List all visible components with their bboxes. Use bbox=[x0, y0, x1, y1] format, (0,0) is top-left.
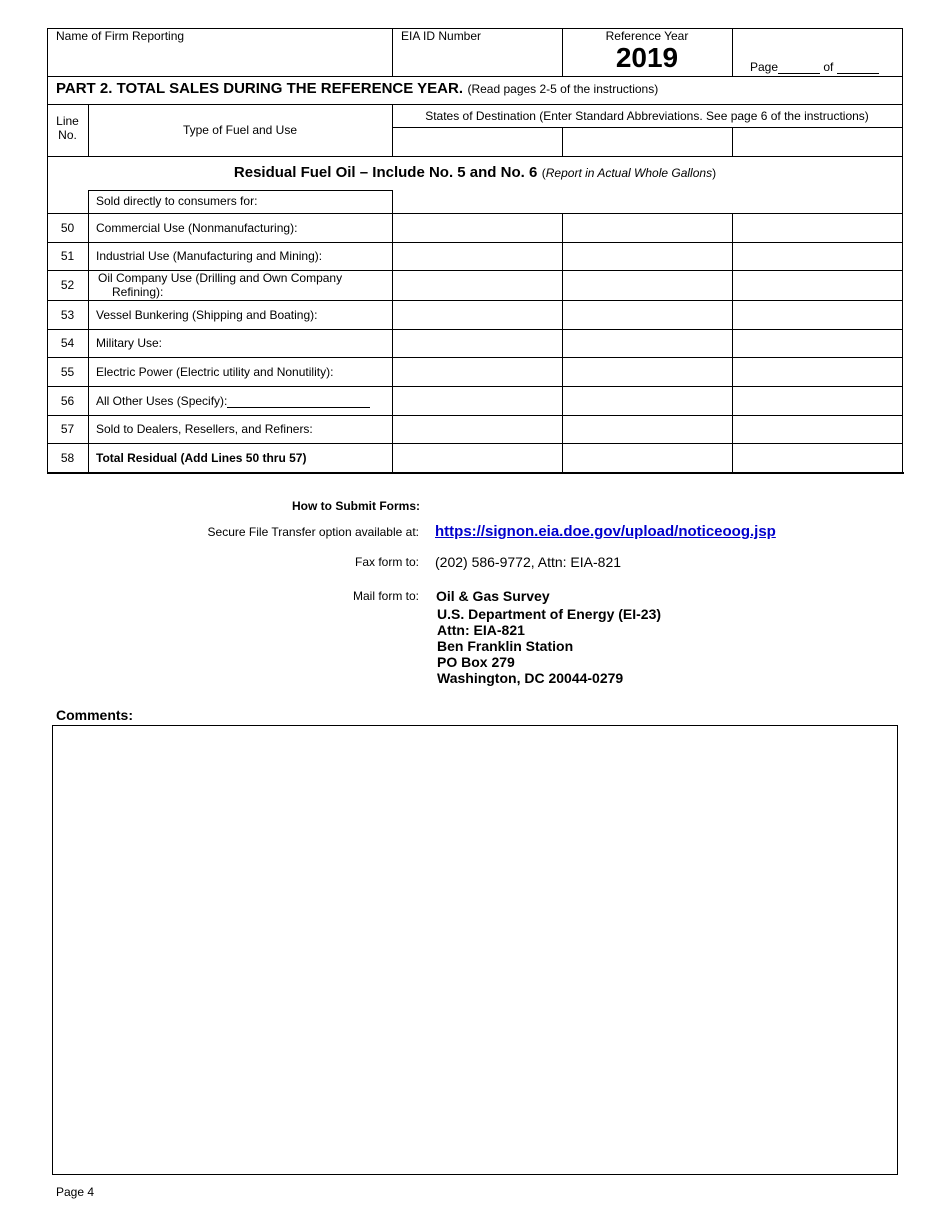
part2-title: PART 2. TOTAL SALES DURING THE REFERENCE YEAR. bbox=[56, 80, 463, 97]
state-1-input[interactable] bbox=[396, 360, 558, 383]
sft-label: Secure File Transfer option available at: bbox=[207, 525, 419, 539]
mail-line: U.S. Department of Energy (EI-23) bbox=[437, 606, 662, 622]
fax-value: (202) 586-9772, Attn: EIA-821 bbox=[435, 554, 622, 570]
line-number: 51 bbox=[60, 249, 75, 263]
mail-label: Mail form to: bbox=[352, 589, 419, 603]
mail-address bbox=[436, 588, 661, 686]
state-3-input[interactable] bbox=[736, 273, 898, 297]
part2-note: (Read pages 2-5 of the instructions) bbox=[467, 82, 659, 96]
specify-field[interactable] bbox=[227, 393, 370, 408]
line-number: 50 bbox=[60, 220, 75, 235]
row-label: Industrial Use (Manufacturing and Mining): bbox=[96, 249, 323, 263]
section-title: Residual Fuel Oil – Include No. 5 and No. 6 bbox=[233, 164, 538, 181]
state-1-input[interactable] bbox=[396, 332, 558, 354]
states-header: States of Destination (Enter Standard Abbreviations. See page 6 of the instructions) bbox=[425, 109, 869, 123]
firm-name-field[interactable] bbox=[52, 46, 388, 72]
state-2-input[interactable] bbox=[566, 332, 728, 354]
row-label: Vessel Bunkering (Shipping and Boating): bbox=[96, 307, 318, 322]
section-note-close: ) bbox=[712, 166, 717, 180]
mail-line: PO Box 279 bbox=[437, 654, 515, 670]
row-label-line1: Oil Company Use (Drilling and Own Company bbox=[98, 271, 343, 285]
mail-line: Ben Franklin Station bbox=[437, 638, 574, 654]
type-of-fuel-header: Type of Fuel and Use bbox=[182, 123, 298, 137]
comments-box[interactable] bbox=[52, 725, 898, 1175]
comments-label: Comments: bbox=[56, 707, 134, 723]
page-number-footer: Page 4 bbox=[56, 1185, 95, 1199]
row-label bbox=[96, 386, 388, 415]
sft-link[interactable]: https://signon.eia.doe.gov/upload/noticeoog.jsp bbox=[435, 523, 776, 540]
state-2-input[interactable] bbox=[566, 360, 728, 383]
state-3-input[interactable] bbox=[736, 389, 898, 412]
state-1-input[interactable] bbox=[396, 273, 558, 297]
state-3-input[interactable] bbox=[736, 418, 898, 440]
total-pages-field[interactable] bbox=[837, 73, 879, 74]
line-no-header-2: No. bbox=[58, 128, 77, 142]
mail-line: Washington, DC 20044-0279 bbox=[437, 670, 624, 686]
state-2-input[interactable] bbox=[566, 303, 728, 326]
reference-year-label: Reference Year bbox=[605, 29, 689, 43]
section-title-row bbox=[47, 164, 903, 182]
state-1-input[interactable] bbox=[396, 446, 558, 469]
line-no-header-1: Line bbox=[56, 114, 79, 128]
firm-name-label: Name of Firm Reporting bbox=[56, 29, 185, 43]
line-number: 58 bbox=[60, 450, 75, 465]
row-label-text: All Other Uses (Specify): bbox=[96, 393, 228, 408]
state-3-input[interactable] bbox=[736, 245, 898, 267]
state-2-input[interactable] bbox=[566, 245, 728, 267]
row-label: Sold to Dealers, Resellers, and Refiners: bbox=[96, 422, 313, 436]
section-note: Report in Actual Whole Gallons bbox=[545, 166, 713, 180]
row-label: Commercial Use (Nonmanufacturing): bbox=[96, 220, 298, 235]
submit-heading: How to Submit Forms: bbox=[292, 499, 420, 513]
row-label: Military Use: bbox=[96, 336, 163, 350]
state-3-input[interactable] bbox=[736, 216, 898, 239]
state-1-input[interactable] bbox=[396, 216, 558, 239]
row-label-line2: Refining): bbox=[112, 285, 164, 299]
state-1-input[interactable] bbox=[396, 245, 558, 267]
state-abbrev-input-1[interactable] bbox=[396, 131, 558, 152]
state-1-input[interactable] bbox=[396, 389, 558, 412]
line-number: 55 bbox=[60, 364, 75, 379]
line-no-header bbox=[47, 114, 88, 142]
state-1-input[interactable] bbox=[396, 303, 558, 326]
state-abbrev-input-3[interactable] bbox=[736, 131, 898, 152]
line-number: 52 bbox=[60, 278, 75, 292]
sold-directly-subheader: Sold directly to consumers for: bbox=[96, 194, 258, 208]
line-number: 56 bbox=[60, 393, 75, 408]
line-number: 54 bbox=[60, 336, 75, 350]
line-number: 57 bbox=[60, 422, 75, 436]
state-3-input[interactable] bbox=[736, 303, 898, 326]
page-of-indicator bbox=[750, 60, 879, 74]
of-label: of bbox=[823, 60, 834, 74]
row-label: Electric Power (Electric utility and Nonutility): bbox=[96, 364, 334, 379]
state-2-input[interactable] bbox=[566, 216, 728, 239]
reference-year-value: 2019 bbox=[615, 42, 679, 73]
mail-line: Oil & Gas Survey bbox=[436, 588, 550, 604]
state-2-input[interactable] bbox=[566, 446, 728, 469]
line-number: 53 bbox=[60, 307, 75, 322]
part2-title-row bbox=[56, 80, 658, 98]
fax-label: Fax form to: bbox=[354, 555, 419, 569]
mail-line: Attn: EIA-821 bbox=[437, 622, 525, 638]
state-1-input[interactable] bbox=[396, 418, 558, 440]
eia-id-label: EIA ID Number bbox=[401, 29, 482, 43]
state-3-input[interactable] bbox=[736, 446, 898, 469]
section-note-open: ( bbox=[541, 166, 546, 180]
state-3-input[interactable] bbox=[736, 360, 898, 383]
state-abbrev-input-2[interactable] bbox=[566, 131, 728, 152]
state-3-input[interactable] bbox=[736, 332, 898, 354]
state-2-input[interactable] bbox=[566, 273, 728, 297]
eia-id-field[interactable] bbox=[397, 46, 558, 72]
page-number-field[interactable] bbox=[778, 73, 820, 74]
page-label: Page bbox=[750, 60, 779, 74]
state-2-input[interactable] bbox=[566, 418, 728, 440]
row-label: Total Residual (Add Lines 50 thru 57) bbox=[96, 450, 307, 465]
state-2-input[interactable] bbox=[566, 389, 728, 412]
row-label bbox=[98, 271, 388, 299]
